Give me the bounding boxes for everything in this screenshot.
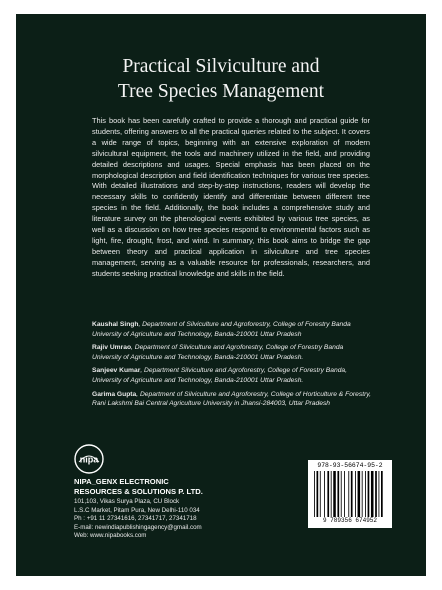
author-affiliation: , Department Silviculture and Agroforestry, College of Forestry Banda, University of Agriculture and Technology, Banda-210001 Uttar Pradesh. xyxy=(92,367,347,384)
isbn-number: 978-93-56674-95-2 xyxy=(317,462,383,469)
author-affiliation: , Department of Silviculture and Agroforestry, College of Forestry Banda University of Agriculture and Technology, Banda-210001 Uttar Pradesh. xyxy=(92,344,344,361)
address-line: 101,103, Vikas Surya Plaza, CU Block xyxy=(74,498,180,505)
author-name: Rajiv Umrao xyxy=(92,344,132,352)
author-entry xyxy=(92,343,372,362)
book-title-line: Tree Species Management xyxy=(117,81,325,102)
author-name: Kaushal Singh xyxy=(92,321,139,328)
author-list xyxy=(92,320,372,413)
book-description: This book has been carefully crafted to provide a thorough and practical guide for students, offering answers to all the practical queries related to the subject. It covers a wide range of topics, beginning with an extensive exploration of modern silvicultural equipment, the tools and machinery utilized in the field, and providing detailed descriptions and usages. Special emphasis has been placed on the morphological description and field identification techniques for various tree species. With detailed illustrations and step-by-step instructions, readers will develop the necessary skills to confidently identify and differentiate between different tree species in the field. Additionally, the book includes a comprehensive study and literature survey on the phenological events exhibited by various tree species, as well as a discussion on how tree species respond to environmental factors such as light, fire, drought, frost, and wind. In summary, this book aims to bridge the gap between theory and practical application in silviculture and tree species management, serving as a valuable resource for professionals, researchers, and students seeking practical knowledge and skills in the field. xyxy=(92,116,370,278)
author-entry xyxy=(92,390,372,409)
book-title xyxy=(16,54,426,104)
phone-line: Ph : +91 11 27341616, 27341717, 27341718 xyxy=(74,515,197,523)
author-name: Sanjeev Kumar xyxy=(92,367,141,375)
isbn-digits: 9 789356 674952 xyxy=(322,517,377,524)
author-entry xyxy=(92,366,372,385)
cover-panel xyxy=(16,14,426,576)
author-entry xyxy=(92,320,372,339)
author-affiliation: , Department of Silviculture and Agroforestry, College of Forestry Banda University of Agriculture and Technology, Banda-210001 Uttar Pradesh xyxy=(92,321,351,338)
publisher-name-line: NIPA_GENX ELECTRONIC xyxy=(74,477,169,486)
publisher-logo-icon xyxy=(74,444,104,474)
barcode-bars-icon xyxy=(313,471,387,517)
isbn-barcode xyxy=(308,460,392,528)
author-affiliation: , Department of Silviculture and Agroforestry, College of Horticulture & Forestry, Rani Lakshmi Bai Central Agriculture University in Jhansi-284003, Uttar Pradesh xyxy=(92,390,372,408)
publisher-logo-text: nipa xyxy=(79,454,99,465)
email-line: E-mail: newindiapublishingagency@gmail.com xyxy=(74,523,202,531)
website-line: Web: www.nipabooks.com xyxy=(74,532,147,540)
publisher-name xyxy=(74,477,284,497)
address-line: L.S.C Market, Pitam Pura, New Delhi-110 034 xyxy=(74,506,200,514)
publisher-address xyxy=(74,498,294,541)
book-title-line: Practical Silviculture and xyxy=(122,56,320,77)
author-name: Garima Gupta xyxy=(92,390,137,398)
publisher-name-line: RESOURCES & SOLUTIONS P. LTD. xyxy=(74,487,203,496)
